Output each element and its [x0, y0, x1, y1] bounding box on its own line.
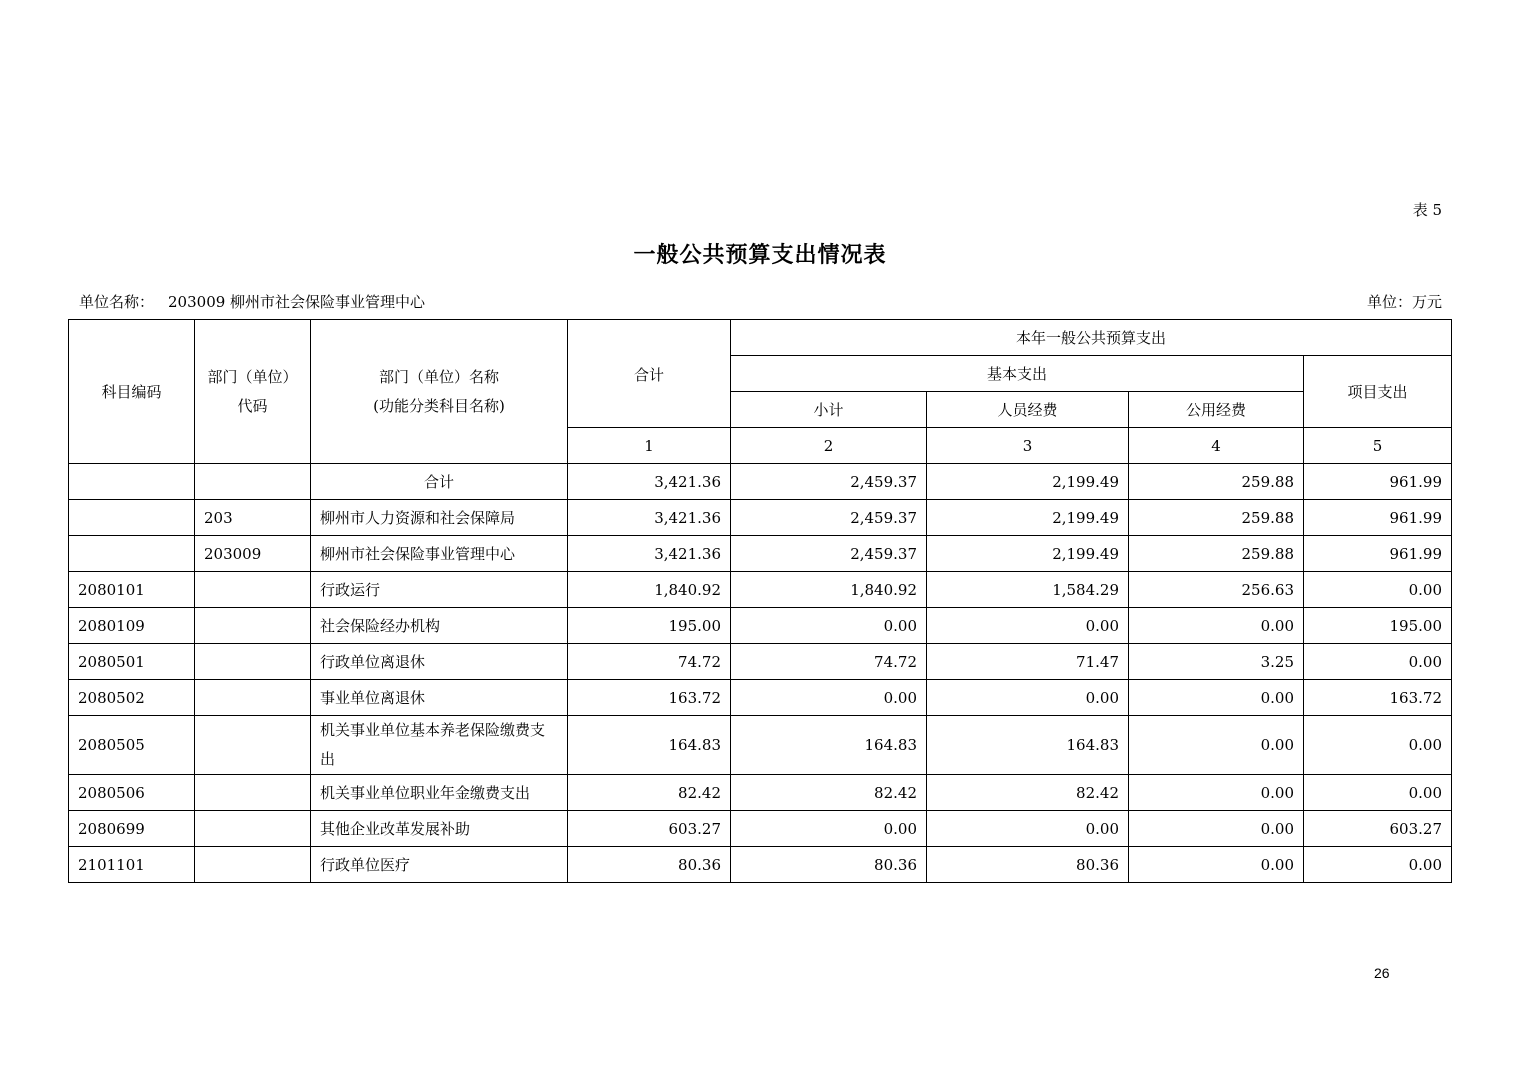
subtotal-cell: 164.83: [731, 716, 927, 775]
dept-name-cell: 行政运行: [311, 572, 568, 608]
header-col-number: 3: [927, 428, 1129, 464]
subject-code-cell: 2080501: [69, 644, 195, 680]
personnel-cell: 71.47: [927, 644, 1129, 680]
public-cell: 0.00: [1129, 608, 1304, 644]
header-public: 公用经费: [1129, 392, 1304, 428]
total-cell: 164.83: [568, 716, 731, 775]
subtotal-cell: 80.36: [731, 847, 927, 883]
subtotal-cell: 2,459.37: [731, 536, 927, 572]
project-cell: 603.27: [1304, 811, 1452, 847]
personnel-cell: 2,199.49: [927, 500, 1129, 536]
budget-table: [68, 319, 1452, 883]
unit-name-label: 单位名称：: [79, 293, 155, 311]
subject-code-cell: 2080101: [69, 572, 195, 608]
subject-code-cell: [69, 464, 195, 500]
subtotal-cell: 2,459.37: [731, 464, 927, 500]
subtotal-cell: 0.00: [731, 680, 927, 716]
total-cell: 82.42: [568, 775, 731, 811]
project-cell: 163.72: [1304, 680, 1452, 716]
subject-code-cell: [69, 536, 195, 572]
subject-code-cell: 2080502: [69, 680, 195, 716]
table-row: [69, 775, 1452, 811]
subtotal-cell: 1,840.92: [731, 572, 927, 608]
public-cell: 0.00: [1129, 847, 1304, 883]
page-title: 一般公共预算支出情况表: [633, 242, 887, 268]
dept-code-cell: [195, 608, 311, 644]
header-basic: 基本支出: [731, 356, 1304, 392]
dept-code-cell: [195, 644, 311, 680]
public-cell: 256.63: [1129, 572, 1304, 608]
header-subtotal: 小计: [731, 392, 927, 428]
project-cell: 0.00: [1304, 644, 1452, 680]
dept-name-cell: 柳州市人力资源和社会保障局: [311, 500, 568, 536]
total-cell: 3,421.36: [568, 536, 731, 572]
table-number: 表 5: [1412, 201, 1442, 219]
dept-code-cell: [195, 775, 311, 811]
dept-name-cell: 行政单位医疗: [311, 847, 568, 883]
dept-code-cell: 203: [195, 500, 311, 536]
total-cell: 3,421.36: [568, 500, 731, 536]
header-personnel: 人员经费: [927, 392, 1129, 428]
project-cell: 0.00: [1304, 847, 1452, 883]
header-col-number: 4: [1129, 428, 1304, 464]
table-row: [69, 811, 1452, 847]
header-current-year: 本年一般公共预算支出: [731, 320, 1452, 356]
table-row: [69, 680, 1452, 716]
public-cell: 0.00: [1129, 775, 1304, 811]
subject-code-cell: [69, 500, 195, 536]
header-total: 合计: [568, 320, 731, 428]
public-cell: 259.88: [1129, 500, 1304, 536]
project-cell: 961.99: [1304, 500, 1452, 536]
total-cell: 80.36: [568, 847, 731, 883]
subtotal-cell: 74.72: [731, 644, 927, 680]
public-cell: 0.00: [1129, 716, 1304, 775]
table-body: [69, 320, 1452, 883]
subject-code-cell: 2080506: [69, 775, 195, 811]
header-col-number: 2: [731, 428, 927, 464]
project-cell: 961.99: [1304, 464, 1452, 500]
public-cell: 0.00: [1129, 680, 1304, 716]
personnel-cell: 0.00: [927, 608, 1129, 644]
dept-code-cell: [195, 464, 311, 500]
project-cell: 0.00: [1304, 716, 1452, 775]
subtotal-cell: 2,459.37: [731, 500, 927, 536]
total-cell: 163.72: [568, 680, 731, 716]
table-row: [69, 500, 1452, 536]
dept-code-cell: [195, 847, 311, 883]
header-row-1: [69, 320, 1452, 356]
dept-code-cell: 203009: [195, 536, 311, 572]
header-dept-name-line2: (功能分类科目名称): [373, 396, 505, 415]
subtotal-cell: 82.42: [731, 775, 927, 811]
public-cell: 3.25: [1129, 644, 1304, 680]
header-dept-code-line1: 部门（单位）: [207, 367, 298, 386]
dept-name-cell: 柳州市社会保险事业管理中心: [311, 536, 568, 572]
personnel-cell: 82.42: [927, 775, 1129, 811]
total-cell: 1,840.92: [568, 572, 731, 608]
header-project: 项目支出: [1304, 356, 1452, 428]
subtotal-cell: 0.00: [731, 608, 927, 644]
personnel-cell: 0.00: [927, 811, 1129, 847]
personnel-cell: 2,199.49: [927, 464, 1129, 500]
personnel-cell: 1,584.29: [927, 572, 1129, 608]
dept-code-cell: [195, 680, 311, 716]
project-cell: 961.99: [1304, 536, 1452, 572]
dept-name-cell: 其他企业改革发展补助: [311, 811, 568, 847]
header-dept-code-line2: 代码: [237, 396, 268, 415]
total-cell: 74.72: [568, 644, 731, 680]
table-row: [69, 644, 1452, 680]
personnel-cell: 164.83: [927, 716, 1129, 775]
public-cell: 259.88: [1129, 464, 1304, 500]
page-number: 26: [1374, 965, 1390, 981]
public-cell: 0.00: [1129, 811, 1304, 847]
header-dept-name-line1: 部门（单位）名称: [378, 367, 499, 386]
header-dept-name: [311, 320, 568, 464]
subject-code-cell: 2080505: [69, 716, 195, 775]
public-cell: 259.88: [1129, 536, 1304, 572]
table-row: [69, 464, 1452, 500]
table-row: [69, 572, 1452, 608]
project-cell: 0.00: [1304, 572, 1452, 608]
table-row: [69, 536, 1452, 572]
table-row: [69, 608, 1452, 644]
dept-code-cell: [195, 716, 311, 775]
header-subject-code: 科目编码: [69, 320, 195, 464]
dept-name-cell: 社会保险经办机构: [311, 608, 568, 644]
header-dept-code: [195, 320, 311, 464]
dept-name-cell: 事业单位离退休: [311, 680, 568, 716]
subtotal-cell: 0.00: [731, 811, 927, 847]
header-col-number: 5: [1304, 428, 1452, 464]
dept-code-cell: [195, 572, 311, 608]
dept-name-cell: 机关事业单位职业年金缴费支出: [311, 775, 568, 811]
table-row: [69, 847, 1452, 883]
dept-code-cell: [195, 811, 311, 847]
dept-name-cell: 行政单位离退休: [311, 644, 568, 680]
subject-code-cell: 2080109: [69, 608, 195, 644]
personnel-cell: 2,199.49: [927, 536, 1129, 572]
dept-name-cell: 机关事业单位基本养老保险缴费支出: [311, 716, 568, 775]
currency-unit: 单位：万元: [1366, 293, 1442, 311]
subject-code-cell: 2080699: [69, 811, 195, 847]
personnel-cell: 80.36: [927, 847, 1129, 883]
project-cell: 0.00: [1304, 775, 1452, 811]
total-cell: 195.00: [568, 608, 731, 644]
unit-name-value: 203009 柳州市社会保险事业管理中心: [168, 293, 426, 311]
project-cell: 195.00: [1304, 608, 1452, 644]
dept-name-cell: 合计: [311, 464, 568, 500]
subject-code-cell: 2101101: [69, 847, 195, 883]
personnel-cell: 0.00: [927, 680, 1129, 716]
total-cell: 3,421.36: [568, 464, 731, 500]
table-row: [69, 716, 1452, 775]
header-col-number: 1: [568, 428, 731, 464]
total-cell: 603.27: [568, 811, 731, 847]
unit-name-row: [79, 291, 425, 312]
